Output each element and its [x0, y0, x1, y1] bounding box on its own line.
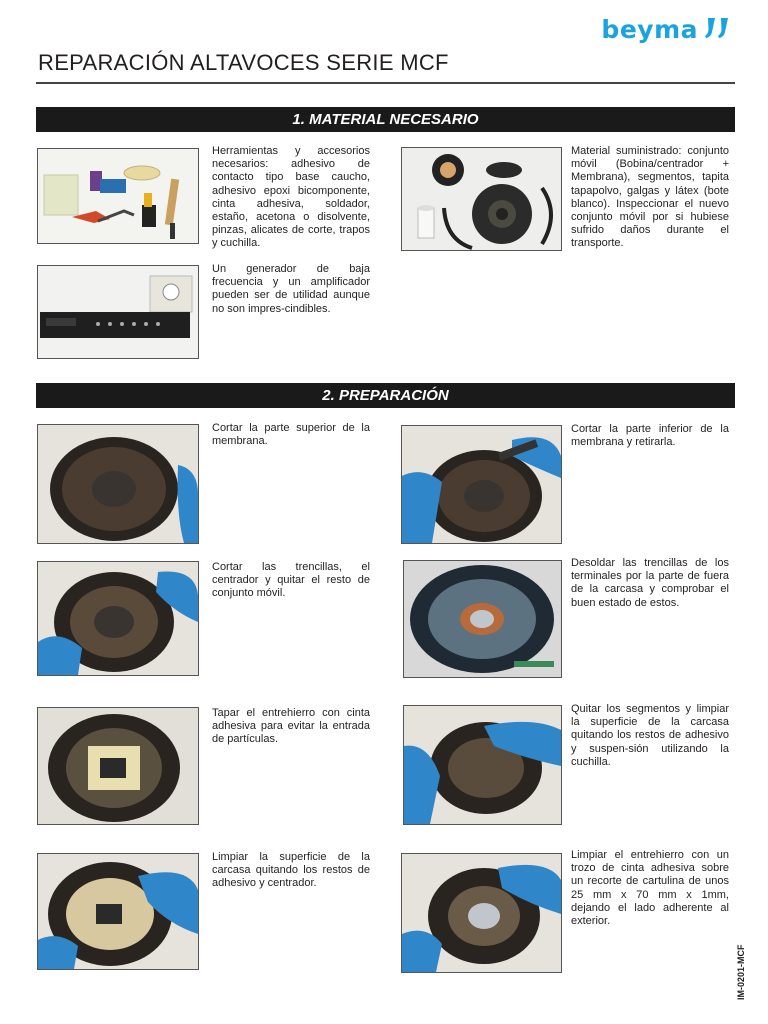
logo-text: beyma	[601, 15, 698, 44]
material-supplied-text: Material suministrado: conjunto móvil (Bobina/centrador + Membrana), segmentos, tapita tapapolvo, galgas y látex (bote blanco). Inspeccionar el nuevo conjunto móvil por si hubiese sufrido daños durante el transporte.	[571, 145, 729, 250]
section-heading-material: 1. MATERIAL NECESARIO	[36, 107, 735, 132]
photo-step-1	[37, 424, 199, 544]
brand-logo	[601, 14, 734, 45]
photo-step-3	[37, 561, 199, 676]
step-5-text: Tapar el entrehierro con cinta adhesiva para evitar la entrada de partículas.	[212, 707, 370, 746]
photo-generator-amplifier	[37, 265, 199, 359]
photo-supplied-kit	[401, 147, 562, 251]
photo-step-2	[401, 425, 562, 544]
title-divider	[36, 82, 735, 84]
material-generator-text: Un generador de baja frecuencia y un amplificador pueden ser de utilidad aunque no son impres-cindibles.	[212, 263, 370, 315]
document-code: IM-0201-MCF	[736, 944, 746, 1000]
logo-marks-icon	[704, 14, 734, 45]
photo-step-5	[37, 707, 199, 825]
step-1-text: Cortar la parte superior de la membrana.	[212, 422, 370, 448]
section-heading-preparacion: 2. PREPARACIÓN	[36, 383, 735, 408]
step-8-text: Limpiar el entrehierro con un trozo de cinta adhesiva sobre un recorte de cartulina de unos 25 mm x 70 mm x 1mm, dejando el lado adherente al exterior.	[571, 849, 729, 928]
step-7-text: Limpiar la superficie de la carcasa quitando los restos de adhesivo y centrador.	[212, 851, 370, 890]
photo-tools	[37, 148, 199, 244]
step-2-text: Cortar la parte inferior de la membrana y retirarla.	[571, 423, 729, 449]
photo-step-8	[401, 853, 562, 973]
photo-step-4	[403, 560, 562, 678]
page-title: REPARACIÓN ALTAVOCES SERIE MCF	[38, 50, 449, 75]
step-6-text: Quitar los segmentos y limpiar la superficie de la carcasa quitando los restos de adhesivo y suspen-sión utilizando la cuchilla.	[571, 703, 729, 768]
step-3-text: Cortar las trencillas, el centrador y quitar el resto de conjunto móvil.	[212, 561, 370, 600]
photo-step-7	[37, 853, 199, 970]
photo-step-6	[403, 705, 562, 825]
step-4-text: Desoldar las trencillas de los terminales por la parte de fuera de la carcasa y comprobar el buen estado de estos.	[571, 557, 729, 609]
material-tools-text: Herramientas y accesorios necesarios: adhesivo de contacto tipo base caucho, adhesivo epoxi bicomponente, cinta adhesiva, soldador, estaño, acetona o disolvente, pinzas, alicates de corte, trapos y cuchilla.	[212, 145, 370, 250]
